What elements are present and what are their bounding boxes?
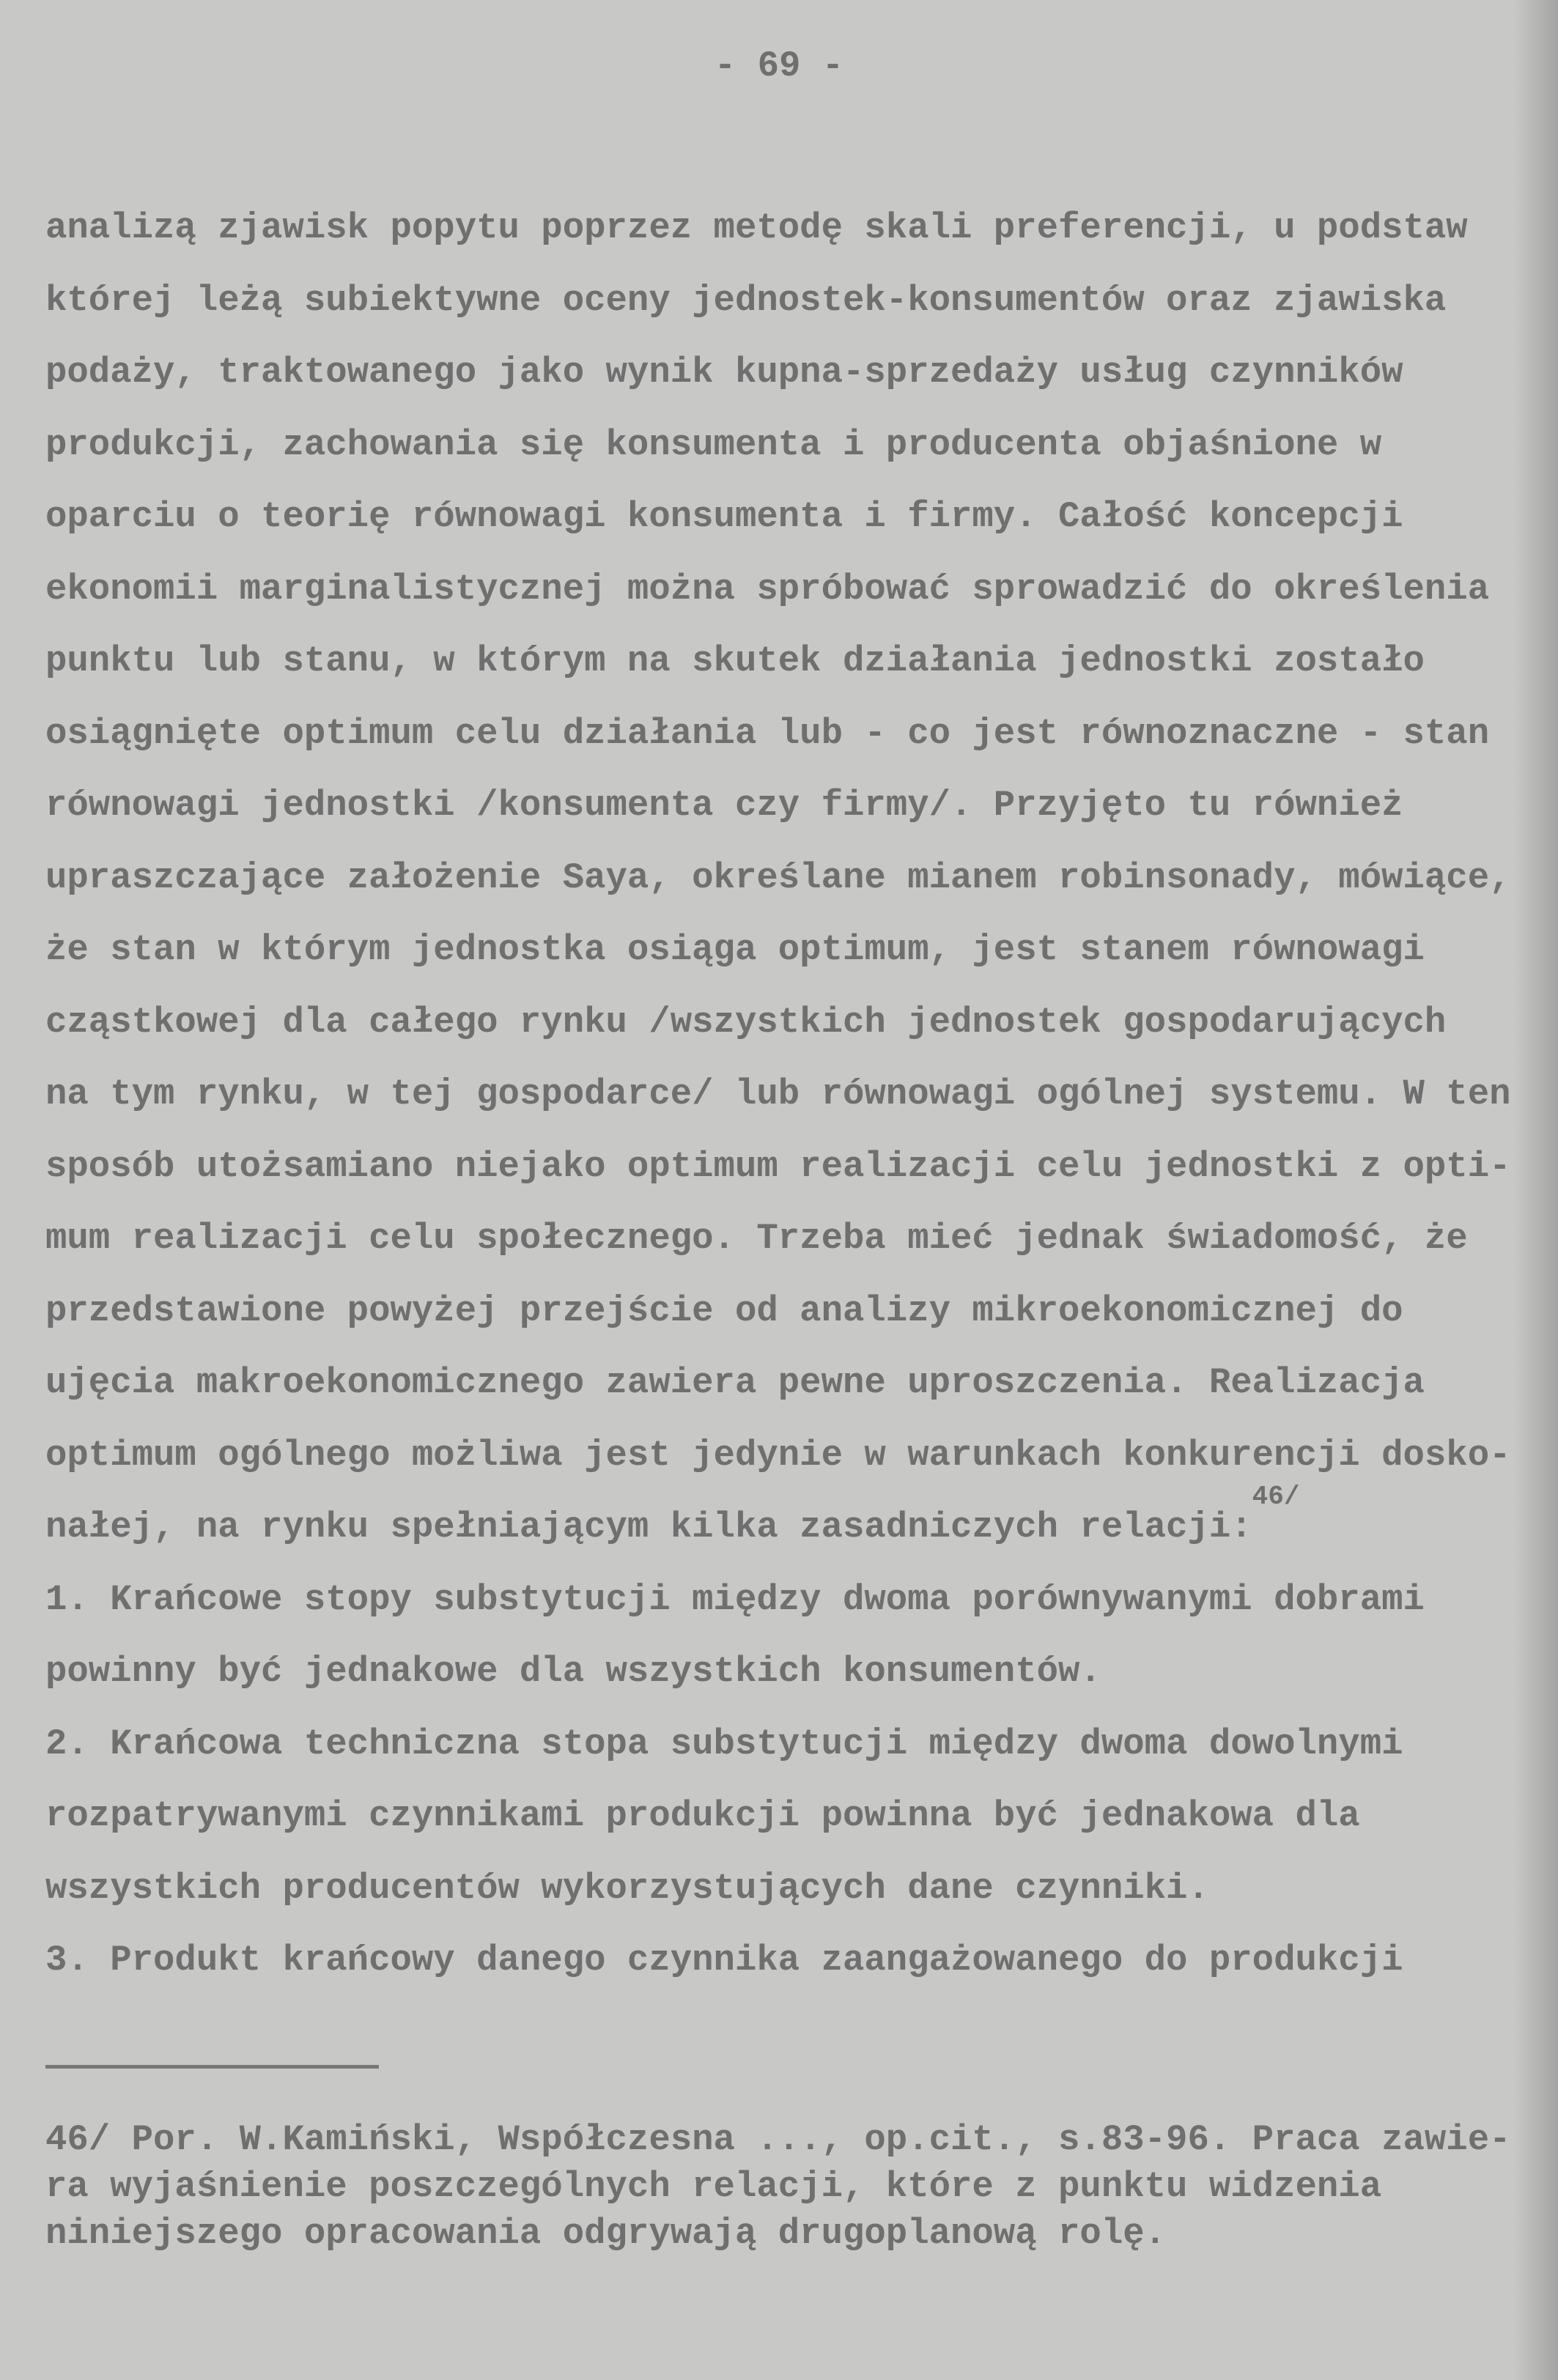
body-text: [45, 192, 1511, 1997]
text-line: optimum ogólnego możliwa jest jedynie w warunkach konkurencji dosko-: [45, 1434, 1511, 1476]
text-line-with-footnote: [45, 1482, 1511, 1564]
text-line: wszystkich producentów wykorzystujących dane czynniki.: [45, 1867, 1209, 1909]
text-line: osiągnięte optimum celu działania lub - co jest równoznaczne - stan: [45, 712, 1490, 754]
text-line: analizą zjawisk popytu poprzez metodę skali preferencji, u podstaw: [45, 207, 1468, 248]
text-line: równowagi jednostki /konsumenta czy firmy/. Przyjęto tu również: [45, 785, 1403, 826]
text-line: mum realizacji celu społecznego. Trzeba mieć jednak świadomość, że: [45, 1218, 1468, 1259]
footnote-line: 46/ Por. W.Kamiński, Współczesna ..., op.cit., s.83-96. Praca zawie-: [45, 2119, 1511, 2160]
text-line: cząstkowej dla całego rynku /wszystkich jednostek gospodarujących: [45, 1001, 1447, 1043]
text-line: punktu lub stanu, w którym na skutek działania jednostki zostało: [45, 640, 1425, 681]
footnote-line: niniejszego opracowania odgrywają drugoplanową rolę.: [45, 2213, 1167, 2254]
text-line: ekonomii marginalistycznej można spróbować sprowadzić do określenia: [45, 568, 1490, 610]
list-item-1: 1. Krańcowe stopy substytucji między dwoma porównywanymi dobrami: [45, 1578, 1425, 1620]
footnotes: [45, 2116, 1511, 2257]
list-item-2: 2. Krańcowa techniczna stopa substytucji między dwoma dowolnymi: [45, 1723, 1403, 1764]
page-edge-shadow: [1514, 0, 1558, 2380]
text-line: rozpatrywanymi czynnikami produkcji powinna być jednakowa dla: [45, 1795, 1360, 1836]
footnote-reference: 46/: [1252, 1482, 1300, 1512]
list-item-3: 3. Produkt krańcowy danego czynnika zaangażowanego do produkcji: [45, 1940, 1403, 1981]
text-line: przedstawione powyżej przejście od analizy mikroekonomicznej do: [45, 1290, 1403, 1331]
text-line: powinny być jednakowe dla wszystkich konsumentów.: [45, 1651, 1101, 1692]
text-line: na tym rynku, w tej gospodarce/ lub równowagi ogólnej systemu. W ten: [45, 1073, 1511, 1115]
footnote-line: ra wyjaśnienie poszczególnych relacji, które z punktu widzenia: [45, 2166, 1382, 2207]
text-line: oparciu o teorię równowagi konsumenta i firmy. Całość koncepcji: [45, 496, 1403, 537]
text-line: że stan w którym jednostka osiąga optimum, jest stanem równowagi: [45, 929, 1425, 970]
text-line: której leżą subiektywne oceny jednostek-konsumentów oraz zjawiska: [45, 279, 1447, 321]
text-line: upraszczające założenie Saya, określane mianem robinsonady, mówiące,: [45, 857, 1511, 898]
text-line: podaży, traktowanego jako wynik kupna-sprzedaży usług czynników: [45, 352, 1403, 393]
text-line: ujęcia makroekonomicznego zawiera pewne uproszczenia. Realizacja: [45, 1362, 1425, 1403]
text-line: nałej, na rynku spełniającym kilka zasadniczych relacji:: [45, 1507, 1252, 1548]
footnote-divider: [45, 2065, 379, 2069]
text-line: sposób utożsamiano niejako optimum realizacji celu jednostki z opti-: [45, 1145, 1511, 1187]
text-line: produkcji, zachowania się konsumenta i producenta objaśnione w: [45, 424, 1382, 465]
page-number: - 69 -: [714, 45, 844, 86]
